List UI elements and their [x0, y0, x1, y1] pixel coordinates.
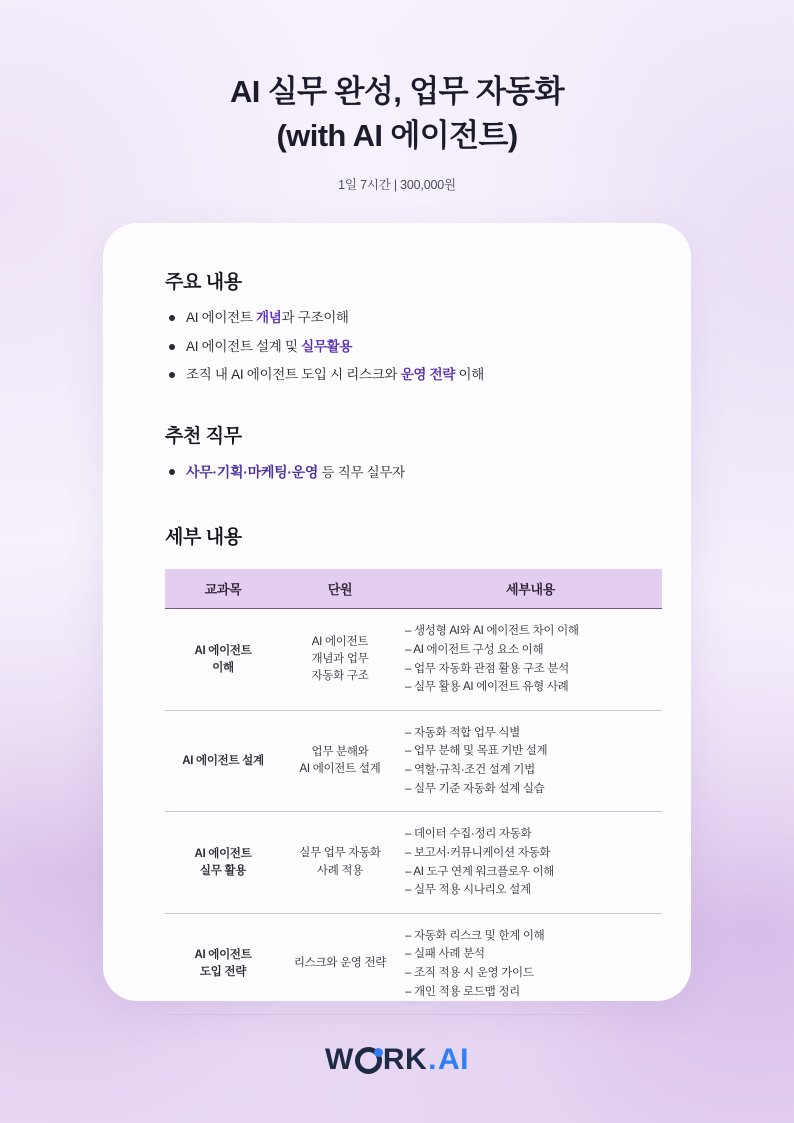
page-title-line2: (with AI 에이전트) — [276, 118, 518, 154]
item-highlight: 운영 전략 — [400, 367, 456, 383]
detail-line: – 자동화 적합 업무 식별 — [405, 726, 520, 739]
header — [0, 70, 794, 193]
detail-line: – 데이터 수집·정리 자동화 — [405, 828, 532, 841]
course-subtitle: 1일 7시간 | 300,000원 — [338, 178, 456, 193]
detail-line: – 업무 자동화 관점 활용 구조 분석 — [405, 662, 569, 675]
detail-line: – 업무 분해 및 목표 기반 설계 — [405, 745, 548, 758]
detail-line: – 실무 적용 시나리오 설계 — [405, 884, 531, 897]
item-highlight: 실무활용 — [301, 338, 353, 354]
subject-line: 도입 전략 — [199, 966, 247, 978]
page-title-line1: AI 실무 완성, 업무 자동화 — [230, 74, 564, 109]
unit-line: AI 에이전트 설계 — [299, 763, 381, 775]
table-header-detail: 세부내용 — [399, 569, 662, 609]
cell-unit — [281, 913, 399, 1015]
job-item-strong: 사무·기획·마케팅·운영 — [186, 463, 319, 480]
unit-line: 개념과 업무 — [311, 652, 369, 665]
detail-line: – 실무 활용 AI 에이전트 유형 사례 — [405, 681, 569, 694]
logo-text-w: W — [324, 1043, 354, 1076]
detail-line: – 역할·규칙·조건 설계 기법 — [405, 764, 535, 776]
logo-o-icon — [355, 1047, 382, 1074]
logo-dot: . — [428, 1043, 437, 1076]
subject-line: AI 에이전트 — [194, 644, 252, 657]
cell-unit — [281, 710, 399, 812]
content-card — [103, 223, 691, 1001]
cell-subject — [165, 609, 281, 711]
table-row — [165, 710, 662, 812]
cell-subject — [165, 710, 281, 812]
item-post: 과 구조이해 — [281, 310, 349, 325]
detail-line: – 실무 기준 자동화 설계 실습 — [405, 782, 545, 795]
table-row — [165, 812, 662, 914]
list-item — [165, 308, 645, 328]
cell-detail — [399, 812, 662, 914]
table-row — [165, 609, 662, 711]
section-title-main-content: 주요 내용 — [165, 272, 242, 293]
table-row — [165, 913, 662, 1015]
detail-line: – 보고서·커뮤니케이션 자동화 — [405, 846, 551, 859]
footer — [0, 1043, 794, 1077]
unit-line: 자동화 구조 — [311, 670, 369, 683]
list-item — [165, 462, 645, 483]
unit-line: 리스크와 운영 전략 — [293, 957, 387, 970]
table-header-subject: 교과목 — [165, 569, 281, 609]
detail-line: – 생성형 AI와 AI 에이전트 차이 이해 — [405, 625, 579, 638]
section-title-recommended-job: 추천 직무 — [165, 425, 242, 447]
detail-line: – 개인 적용 로드맵 정리 — [405, 985, 520, 998]
unit-line: 업무 분해와 — [311, 745, 369, 758]
subject-line: AI 에이전트 — [194, 949, 252, 962]
cell-unit — [281, 609, 399, 711]
detail-line: – AI 도구 연계 워크플로우 이해 — [405, 865, 555, 878]
unit-line: 사례 적용 — [316, 864, 364, 877]
item-pre: 조직 내 AI 에이전트 도입 시 리스크와 — [186, 367, 401, 383]
item-highlight: 개념 — [256, 310, 282, 325]
table-header-unit: 단원 — [281, 569, 399, 609]
list-item — [165, 337, 645, 357]
unit-line: AI 에이전트 — [311, 635, 369, 648]
cell-subject — [165, 812, 281, 914]
subject-line: AI 에이전트 — [194, 847, 252, 860]
unit-line: 실무 업무 자동화 — [299, 847, 381, 860]
subject-line: 이해 — [212, 661, 234, 674]
curriculum-table — [165, 569, 662, 1015]
table-header-row — [165, 569, 662, 609]
main-content-list — [165, 308, 645, 385]
section-title-detail: 세부 내용 — [165, 527, 242, 549]
list-item — [165, 365, 645, 385]
cell-detail — [399, 710, 662, 812]
cell-unit — [281, 812, 399, 914]
logo-text-ai: AI — [438, 1043, 469, 1076]
item-pre: AI 에이전트 설계 및 — [186, 338, 302, 354]
subject-line: AI 에이전트 설계 — [182, 754, 264, 767]
brand-logo — [325, 1043, 469, 1077]
detail-line: – 조직 적용 시 운영 가이드 — [405, 967, 534, 979]
job-item-rest: 등 직무 실무자 — [318, 464, 405, 480]
item-post: 이해 — [455, 367, 485, 383]
logo-text-rk: RK — [382, 1043, 428, 1076]
subject-line: 실무 활용 — [199, 864, 247, 877]
item-pre: AI 에이전트 — [186, 310, 257, 325]
recommended-job-list — [165, 462, 645, 483]
cell-detail — [399, 913, 662, 1015]
detail-line: – 실패 사례 분석 — [405, 948, 485, 961]
cell-detail — [399, 609, 662, 711]
cell-subject — [165, 913, 281, 1015]
detail-line: – 자동화 리스크 및 한계 이해 — [405, 929, 545, 942]
detail-line: – AI 에이전트 구성 요소 이해 — [405, 643, 544, 656]
